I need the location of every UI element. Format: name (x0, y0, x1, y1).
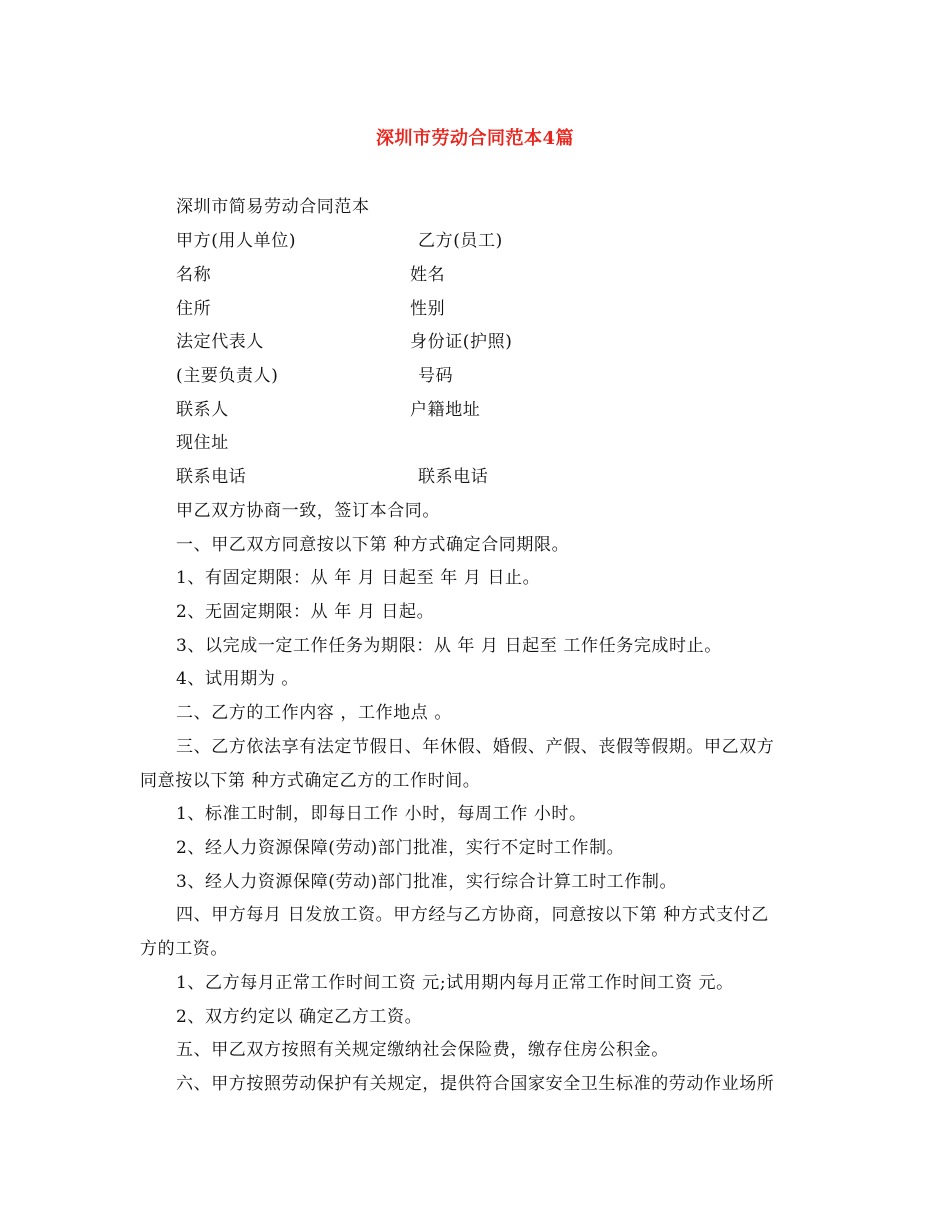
body-paragraph: 1、乙方每月正常工作时间工资 元;试用期内每月正常工作时间工资 元。 (176, 973, 734, 993)
party-b-field: 身份证(护照) (410, 332, 513, 352)
body-paragraph: 2、双方约定以 确定乙方工资。 (176, 1007, 423, 1027)
body-paragraph: 五、甲乙双方按照有关规定缴纳社会保险费，缴存住房公积金。 (176, 1040, 669, 1060)
party-b-field: 性别 (410, 299, 446, 319)
party-a-field: 联系电话 (176, 467, 247, 487)
party-b-field: 联系电话 (418, 467, 489, 487)
body-paragraph: 2、经人力资源保障(劳动)部门批准，实行不定时工作制。 (176, 838, 625, 858)
document-title: 深圳市劳动合同范本4篇 (375, 128, 575, 149)
body-paragraph-continuation: 方的工资。 (140, 939, 228, 959)
body-paragraph: 3、经人力资源保障(劳动)部门批准，实行综合计算工时工作制。 (176, 872, 678, 892)
party-b-field: 号码 (418, 366, 454, 386)
party-a-field: (主要负责人) (176, 366, 279, 386)
party-a-field: 现住址 (176, 433, 229, 453)
body-paragraph: 甲乙双方协商一致，签订本合同。 (176, 501, 440, 521)
party-a-field: 名称 (176, 265, 212, 285)
body-paragraph: 二、乙方的工作内容 ，工作地点 。 (176, 703, 453, 723)
body-paragraph: 三、乙方依法享有法定节假日、年休假、婚假、产假、丧假等假期。甲乙双方 (176, 737, 775, 757)
party-b-field: 户籍地址 (410, 400, 481, 420)
body-paragraph: 1、标准工时制，即每日工作 小时，每周工作 小时。 (176, 804, 587, 824)
body-paragraph: 2、无固定期限：从 年 月 日起。 (176, 602, 435, 622)
body-paragraph: 4、试用期为 。 (176, 669, 300, 689)
body-paragraph: 3、以完成一定工作任务为期限：从 年 月 日起至 工作任务完成时止。 (176, 636, 722, 656)
party-b-field: 姓名 (410, 265, 446, 285)
body-paragraph-continuation: 同意按以下第 种方式确定乙方的工作时间。 (140, 771, 481, 791)
contract-subtitle: 深圳市简易劳动合同范本 (176, 197, 370, 217)
body-paragraph: 六、甲方按照劳动保护有关规定，提供符合国家安全卫生标准的劳动作业场所 (176, 1074, 775, 1094)
party-a-header: 甲方(用人单位) (176, 231, 297, 251)
party-a-field: 住所 (176, 299, 212, 319)
party-a-field: 联系人 (176, 400, 229, 420)
body-paragraph: 一、甲乙双方同意按以下第 种方式确定合同期限。 (176, 535, 570, 555)
party-a-field: 法定代表人 (176, 332, 264, 352)
body-paragraph: 1、有固定期限：从 年 月 日起至 年 月 日止。 (176, 568, 541, 588)
body-paragraph: 四、甲方每月 日发放工资。甲方经与乙方协商，同意按以下第 种方式支付乙 (176, 905, 769, 925)
party-b-header: 乙方(员工) (418, 231, 503, 251)
